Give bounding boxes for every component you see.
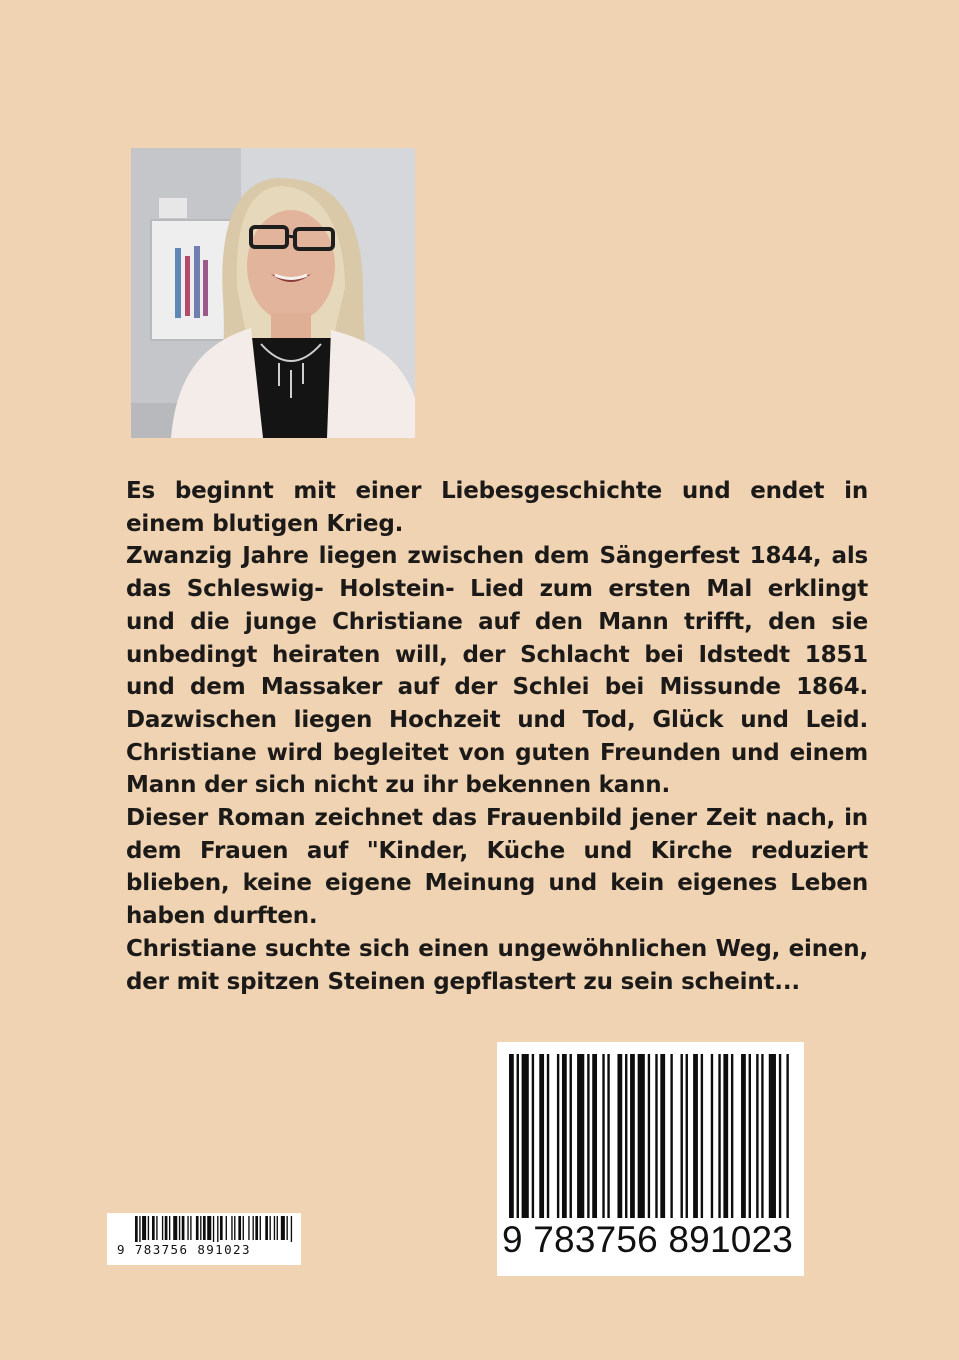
barcode-bar: [142, 1216, 146, 1240]
barcode-bar: [165, 1216, 168, 1240]
barcode-bar: [532, 1054, 534, 1220]
barcode-bar: [769, 1054, 776, 1220]
barcode-bar: [577, 1054, 584, 1220]
barcode-bar: [287, 1216, 288, 1240]
barcode-bar: [207, 1216, 211, 1240]
barcode-bar: [648, 1054, 650, 1244]
blurb-paragraph: Zwanzig Jahre liegen zwischen dem Sängerfest 1844, als das Schleswig- Holstein- Lied zum ersten Mal erklingt und die junge Christiane auf den Mann trifft, den sie unbedingt heiraten will, der Schlacht bei Idstedt 1851 und dem Massaker auf der Schlei bei Missunde 1864. Dazwischen liegen Hochzeit und Tod, Glück und Leid. Christiane wird begleitet von guten Freunden und einem Mann der sich nicht zu ihr bekennen kann.: [126, 543, 868, 799]
barcode-bar: [522, 1054, 529, 1220]
barcode-bar: [592, 1054, 597, 1220]
barcode-bar: [570, 1054, 572, 1220]
barcode-bar: [686, 1054, 688, 1220]
barcode-bar: [238, 1216, 241, 1240]
barcode-bar: [135, 1216, 138, 1242]
barcode-bar: [670, 1054, 672, 1220]
barcode-bar: [200, 1216, 201, 1240]
barcode-bar: [625, 1054, 627, 1220]
blurb-paragraph: Dieser Roman zeichnet das Frauenbild jener Zeit nach, in dem Frauen auf "Kinder, Küche und Kirche reduziert blieben, keine eigene Meinung und kein eigenes Leben haben durften.: [126, 805, 868, 930]
author-photo: [131, 148, 415, 438]
barcode-bar: [281, 1216, 285, 1240]
barcode-bar: [655, 1054, 657, 1244]
barcode-bar: [213, 1216, 214, 1242]
isbn-number-small: 9 783756 891023: [117, 1242, 251, 1257]
barcode-bar: [701, 1054, 703, 1220]
barcode-bar: [243, 1216, 244, 1240]
barcode-bar: [562, 1054, 567, 1220]
barcode-bar: [260, 1216, 261, 1240]
barcode-bar: [749, 1054, 751, 1220]
barcode-bar: [203, 1216, 206, 1240]
barcode-bar: [741, 1054, 746, 1220]
barcode-bar: [190, 1216, 191, 1240]
barcode-bar: [152, 1216, 155, 1240]
barcode-bar: [220, 1216, 223, 1240]
blurb-paragraph: Es beginnt mit einer Liebesgeschichte und endet in einem blutigen Krieg.: [126, 478, 868, 537]
barcode-bar: [148, 1216, 149, 1240]
barcode-bar: [638, 1054, 645, 1220]
barcode-bar: [156, 1216, 157, 1240]
barcode-bar: [139, 1216, 140, 1242]
barcode-bar: [169, 1216, 170, 1240]
barcode-bar: [693, 1054, 698, 1220]
barcode-bar: [162, 1216, 163, 1240]
barcode-bar: [711, 1054, 713, 1220]
barcode-bar: [617, 1054, 622, 1220]
barcode-bar: [723, 1054, 728, 1220]
isbn-number-large: 9 783756 891023: [502, 1218, 800, 1262]
author-portrait-icon: [131, 148, 415, 438]
blurb-paragraph: Christiane suchte sich einen ungewöhnlichen Weg, einen, der mit spitzen Steinen gepflastert zu sein scheint...: [126, 935, 868, 995]
barcode-bar: [226, 1216, 227, 1240]
barcode-bar: [602, 1054, 604, 1220]
barcode-bar: [265, 1216, 268, 1240]
barcode-bar: [182, 1216, 185, 1240]
barcode-bar: [557, 1054, 559, 1220]
barcode-bar: [179, 1216, 180, 1240]
barcode-bars-icon: [135, 1216, 295, 1242]
barcode-bar: [173, 1216, 177, 1240]
barcode-bar: [630, 1054, 635, 1220]
barcode-bar: [517, 1054, 519, 1244]
barcode-bar: [217, 1216, 218, 1242]
barcode-bar: [786, 1054, 788, 1244]
barcode-bar: [761, 1054, 763, 1220]
isbn-barcode-small: [107, 1213, 301, 1265]
barcode-bar: [274, 1216, 275, 1240]
barcode-bar: [277, 1216, 278, 1240]
isbn-barcode-large: [497, 1042, 804, 1276]
barcode-bar: [196, 1216, 199, 1240]
barcode-bar: [718, 1054, 720, 1220]
barcode-bar: [779, 1054, 781, 1220]
barcode-bar: [255, 1216, 258, 1240]
barcode-bar: [681, 1054, 683, 1220]
barcode-bar: [731, 1054, 733, 1220]
barcode-bar: [187, 1216, 188, 1240]
barcode-bar: [607, 1054, 609, 1220]
barcode-bar: [660, 1054, 665, 1220]
barcode-bar: [234, 1216, 235, 1240]
barcode-bar: [253, 1216, 254, 1240]
barcode-bar: [756, 1054, 758, 1220]
barcode-bar: [231, 1216, 232, 1240]
barcode-bar: [539, 1054, 544, 1220]
back-cover-blurb: [126, 475, 868, 998]
barcode-bar: [587, 1054, 589, 1220]
barcode-bar: [547, 1054, 549, 1220]
barcode-bar: [270, 1216, 271, 1240]
barcode-bar: [509, 1054, 514, 1244]
barcode-bar: [248, 1216, 249, 1240]
barcode-bar: [291, 1216, 292, 1242]
